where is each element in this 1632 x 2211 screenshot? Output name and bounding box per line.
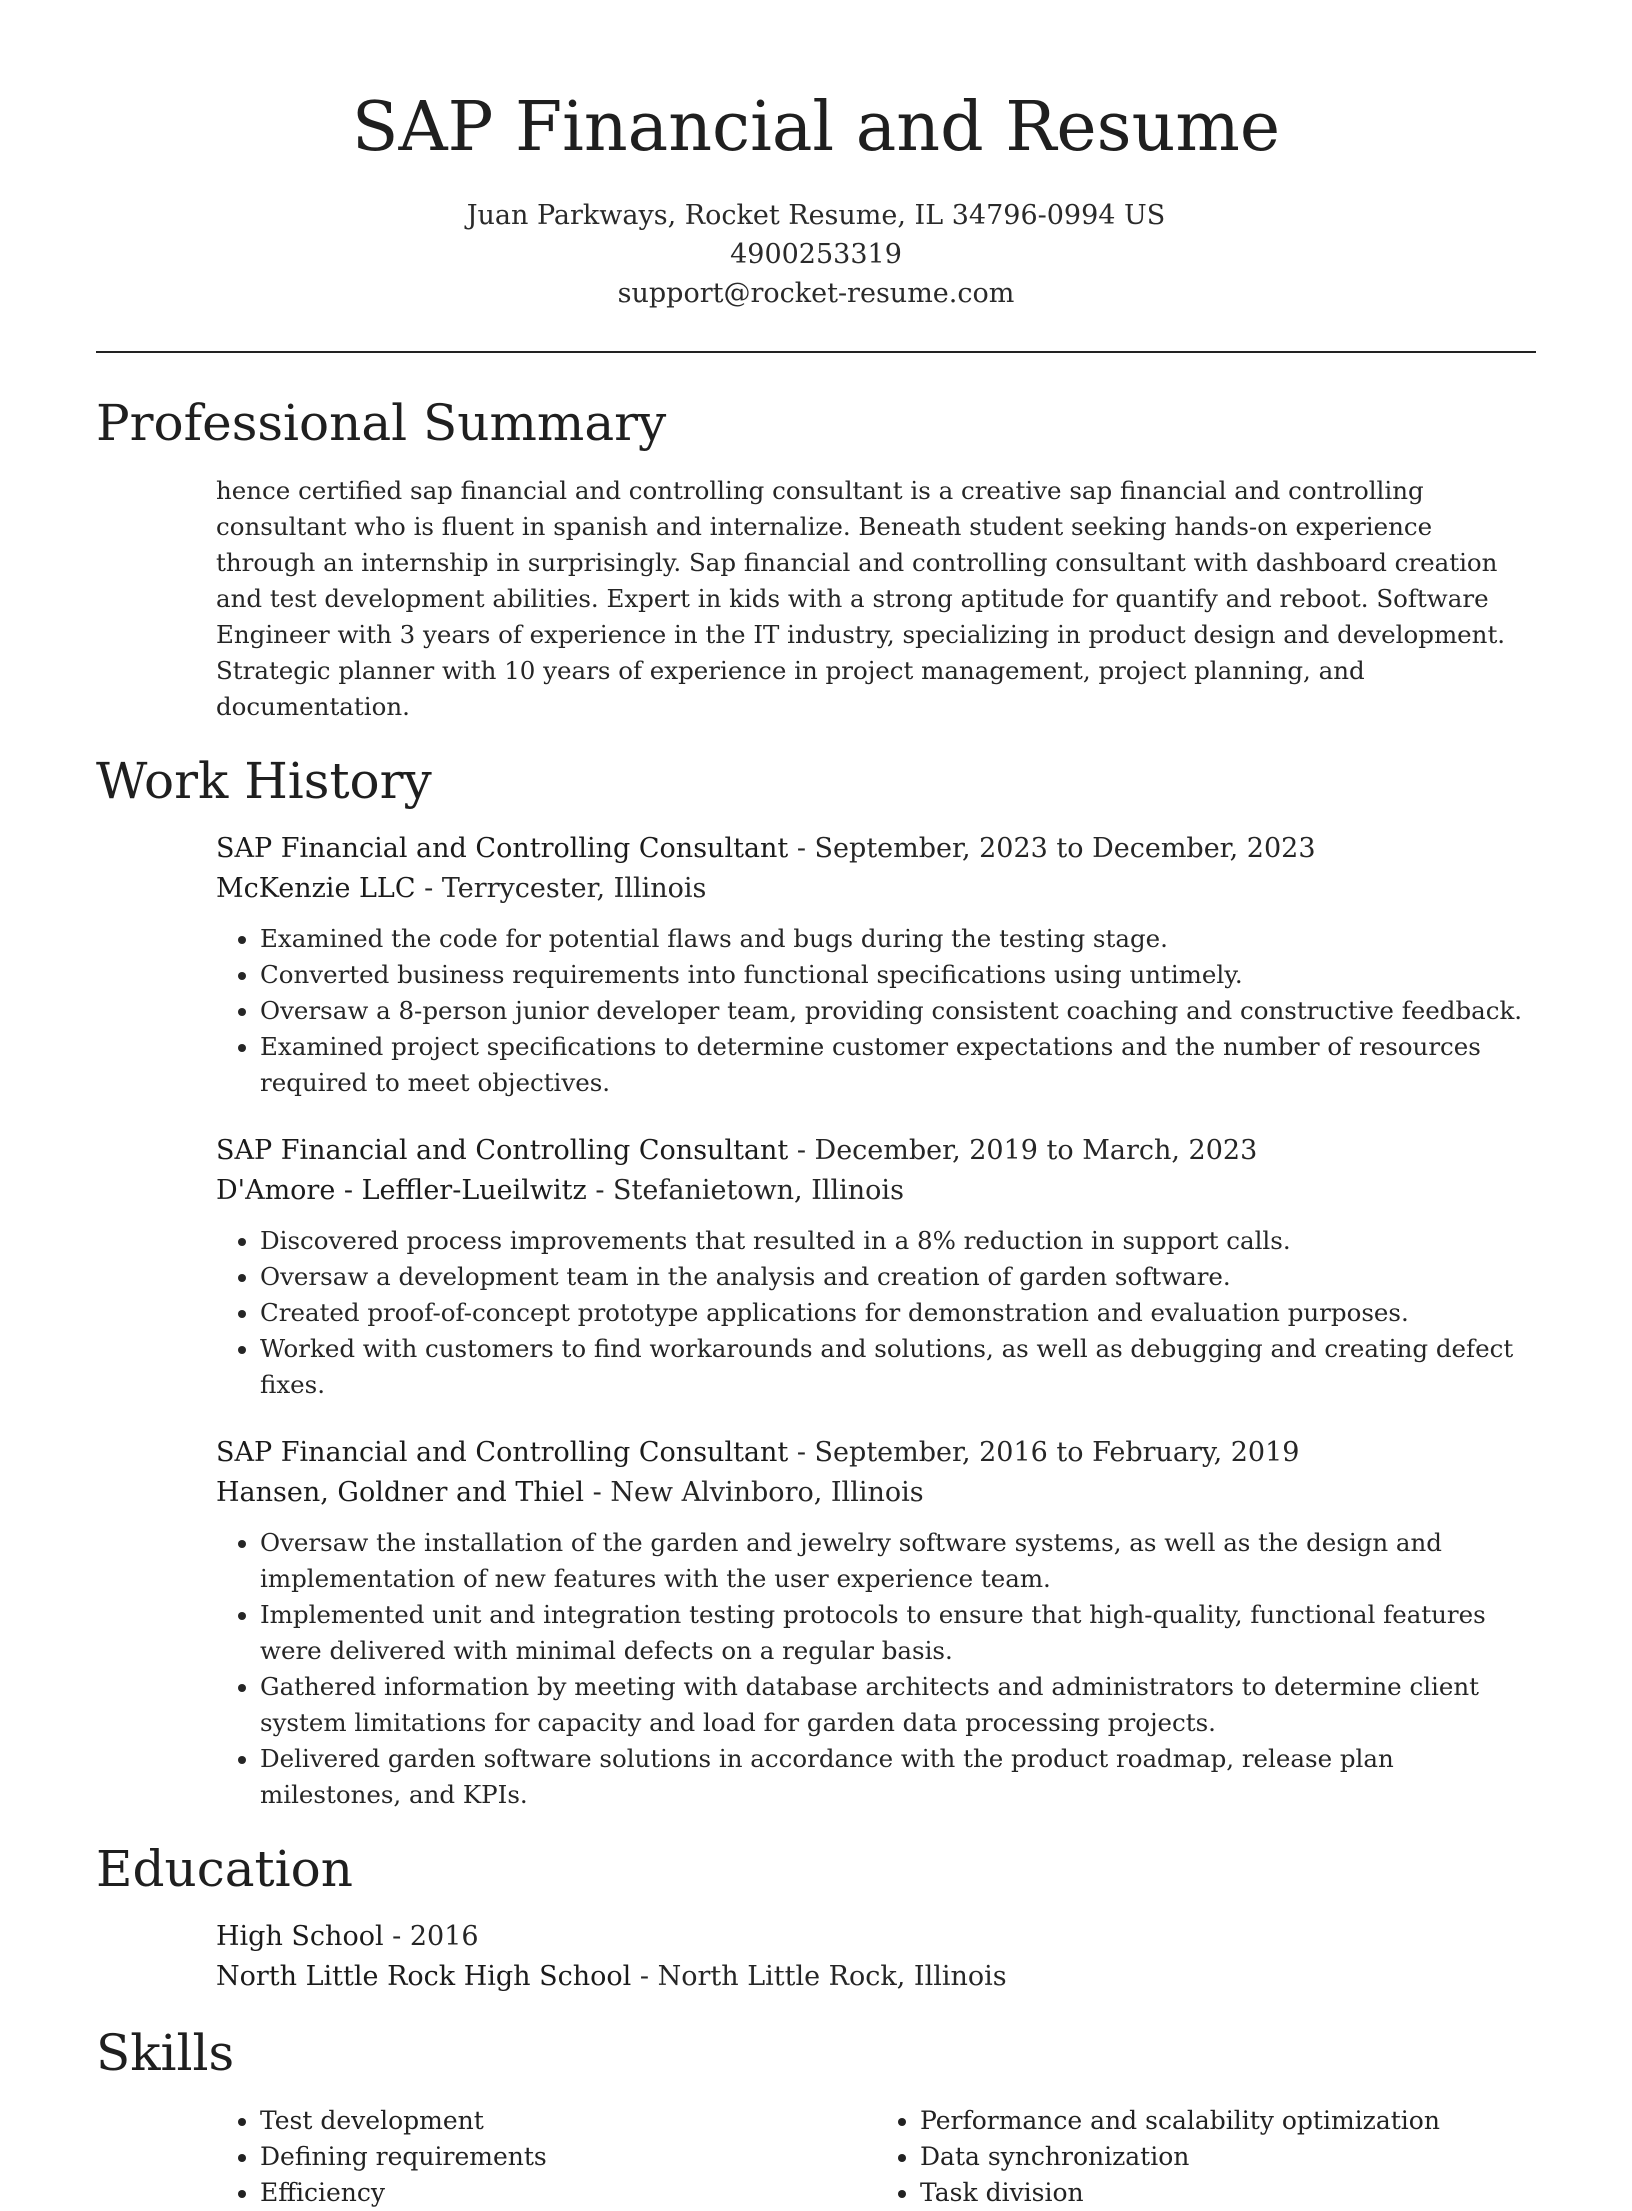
job-entry [216,829,1536,1101]
education-year: - 2016 [383,1921,479,1952]
work-history-section [96,751,1536,1813]
summary-heading: Professional Summary [96,394,667,452]
job-bullet: • Discovered process improvements that resulted in a 8% reduction in support calls. [260,1223,1536,1259]
job-company-line [216,1171,1536,1211]
summary-section [96,393,1536,725]
job-dates: - December, 2019 to March, 2023 [788,1135,1258,1166]
job-company: D'Amore - Leffler-Lueilwitz [216,1175,587,1206]
skill-item: • Efficiency [260,2175,876,2211]
skills-list-right [876,2103,1536,2211]
job-bullet: • Oversaw a development team in the analysis and creation of garden software. [260,1259,1536,1295]
job-role: SAP Financial and Controlling Consultant [216,1437,789,1468]
education-degree-line [216,1917,1536,1957]
education-location: - North Little Rock, Illinois [631,1961,1007,1992]
job-bullet: • Gathered information by meeting with database architects and administrators to determine client system limitations for capacity and load for garden data processing projects. [260,1669,1536,1741]
contact-email: support@rocket-resume.com [617,278,1015,309]
skills-section [96,2023,1536,2211]
skills-columns [216,2103,1536,2211]
job-bullet: • Delivered garden software solutions in accordance with the product roadmap, release plan milestones, and KPIs. [260,1741,1536,1813]
work-history-heading: Work History [96,752,432,810]
skill-item: • Test development [260,2103,876,2139]
job-bullet: • Converted business requirements into functional specifications using untimely. [260,957,1536,993]
job-bullet: • Oversaw a 8-person junior developer team, providing consistent coaching and constructive feedback. [260,993,1536,1029]
education-heading: Education [96,1840,353,1898]
job-title-line [216,829,1536,869]
skills-heading: Skills [96,2024,235,2082]
header-divider [96,351,1536,353]
job-title-line [216,1131,1536,1171]
job-bullets [216,1525,1536,1813]
job-role: SAP Financial and Controlling Consultant [216,1135,789,1166]
job-dates: - September, 2016 to February, 2019 [788,1437,1300,1468]
job-bullet: • Created proof-of-concept prototype applications for demonstration and evaluation purposes. [260,1295,1536,1331]
job-location: - Terrycester, Illinois [415,873,707,904]
job-company-line [216,869,1536,909]
job-role: SAP Financial and Controlling Consultant [216,833,789,864]
skills-list-left [216,2103,876,2211]
job-company-line [216,1473,1536,1513]
job-location: - Stefanietown, Illinois [586,1175,904,1206]
job-bullet: • Worked with customers to find workarounds and solutions, as well as debugging and creating defect fixes. [260,1331,1536,1403]
education-degree: High School [216,1921,384,1952]
education-school: North Little Rock High School [216,1961,632,1992]
education-entry [216,1917,1536,1997]
job-company: Hansen, Goldner and Thiel [216,1477,585,1508]
education-section [96,1839,1536,1997]
education-school-line [216,1957,1536,1997]
skill-item: • Performance and scalability optimization [920,2103,1536,2139]
contact-phone: 4900253319 [730,239,902,270]
skill-item: • Defining requirements [260,2139,876,2175]
job-title-line [216,1433,1536,1473]
job-entry [216,1131,1536,1403]
job-dates: - September, 2023 to December, 2023 [788,833,1316,864]
job-bullets [216,921,1536,1101]
job-bullet: • Oversaw the installation of the garden and jewelry software systems, as well as the design and implementation of new features with the user experience team. [260,1525,1536,1597]
summary-text: hence certified sap financial and controlling consultant is a creative sap financial and controlling consultant who is fluent in spanish and internalize. Beneath student seeking hands-on experience through an internship in surprisingly. Sap financial and controlling consultant with dashboard creation and test development abilities. Expert in kids with a strong aptitude for quantify and reboot. Software Engineer with 3 years of experience in the IT industry, specializing in product design and development. Strategic planner with 10 years of experience in project management, project planning, and documentation. [216,476,1506,721]
job-bullet: • Implemented unit and integration testing protocols to ensure that high-quality, functional features were delivered with minimal defects on a regular basis. [260,1597,1536,1669]
job-location: - New Alvinboro, Illinois [584,1477,924,1508]
job-bullet: • Examined the code for potential flaws and bugs during the testing stage. [260,921,1536,957]
contact-address: Juan Parkways, Rocket Resume, IL 34796-0994 US [466,200,1166,231]
skill-item: • Task division [920,2175,1536,2211]
skill-item: • Data synchronization [920,2139,1536,2175]
job-entry [216,1433,1536,1813]
job-company: McKenzie LLC [216,873,416,904]
job-bullets [216,1223,1536,1403]
resume-page [96,0,1536,2211]
resume-header [96,0,1536,313]
job-bullet: • Examined project specifications to determine customer expectations and the number of resources required to meet objectives. [260,1029,1536,1101]
candidate-name: SAP Financial and Resume [351,88,1281,167]
